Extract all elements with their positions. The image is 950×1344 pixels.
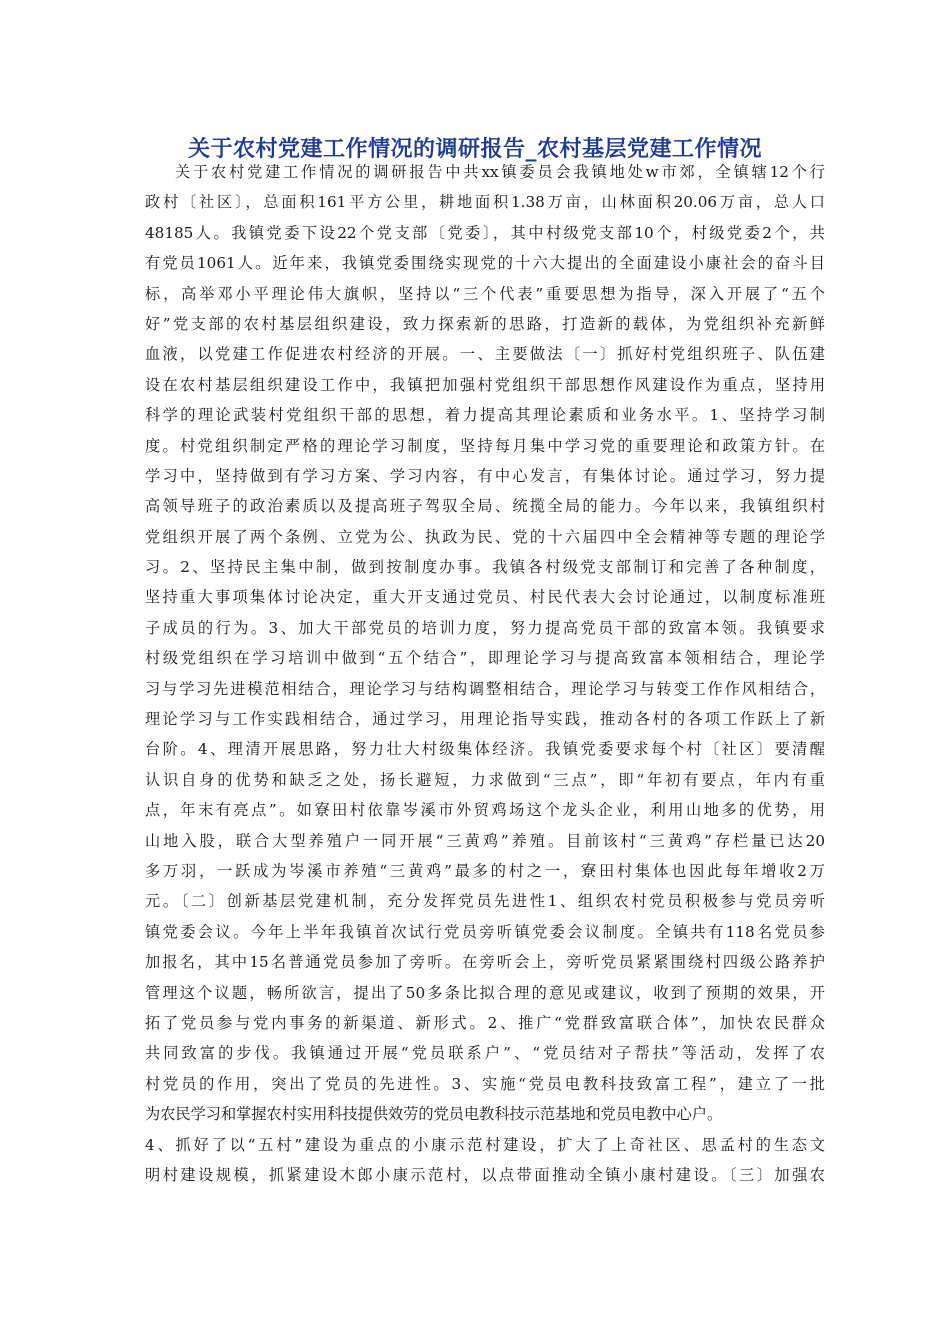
paragraph-line: 村党员的作用，突出了党员的先进性。3、实施“党员电教科技致富工程”，建立了一批 [145,1074,825,1093]
paragraph-line: 关于农村党建工作情况的调研报告中共xx镇委员会我镇地处w市郊，全镇辖12个行 [175,163,825,181]
paragraph-line: 48185人。我镇党委下设22个党支部〔党委〕，其中村级党支部10个，村级党委2个，共 [145,223,825,242]
paragraph-line: 政村〔社区〕，总面积161平方公里，耕地面积1.38万亩，山林面积20.06万亩，总人口 [145,193,825,212]
paragraph-line: 学习中，坚持做到有学习方案、学习内容，有中心发言，有集体讨论。通过学习，努力提 [145,466,825,485]
paragraph-line: 镇党委会议。今年上半年我镇首次试行党员旁听镇党委会议制度。全镇共有118名党员参 [145,922,825,941]
paragraph-line: 标，高举邓小平理论伟大旗帜，坚持以“三个代表”重要思想为指导，深入开展了“五个 [145,284,825,303]
paragraph-line: 山地入股，联合大型养殖户一同开展“三黄鸡”养殖。目前该村“三黄鸡”存栏量已达20 [145,831,825,850]
paragraph-line: 4、抓好了以“五村”建设为重点的小康示范村建设，扩大了上奇社区、思孟村的生态文 [145,1135,825,1154]
paragraph-line: 高领导班子的政治素质以及提高班子驾驭全局、统揽全局的能力。今年以来，我镇组织村 [145,497,825,516]
paragraph-line: 元。〔二〕创新基层党建机制，充分发挥党员先进性1、组织农村党员积极参与党员旁听 [145,892,825,911]
paragraph-line: 有党员1061人。近年来，我镇党委围绕实现党的十六大提出的全面建设小康社会的奋斗目 [145,254,825,273]
paragraph-line: 共同致富的步伐。我镇通过开展“党员联系户”、“党员结对子帮扶”等活动，发挥了农 [145,1044,825,1063]
paragraph-line: 村级党组织在学习培训中做到“五个结合”，即理论学习与提高致富本领相结合，理论学 [145,649,825,668]
paragraph-line: 党组织开展了两个条例、立党为公、执政为民、党的十六届四中全会精神等专题的理论学 [145,527,825,546]
paragraph-line: 设在农村基层组织建设工作中，我镇把加强村党组织干部思想作风建设作为重点，坚持用 [145,375,825,394]
document-title: 关于农村党建工作情况的调研报告_农村基层党建工作情况 [187,137,762,162]
document-body [145,157,825,1190]
paragraph-line: 科学的理论武装村党组织干部的思想，着力提高其理论素质和业务水平。1、坚持学习制 [145,406,825,425]
paragraph-line: 管理这个议题，畅所欲言，提出了50多条比拟合理的意见或建议，收到了预期的效果，开 [145,983,825,1002]
paragraph-line: 坚持重大事项集体讨论决定，重大开支通过党员、村民代表大会讨论通过，以制度标准班 [145,588,825,607]
paragraph-line: 点，年末有亮点”。如寮田村依靠岑溪市外贸鸡场这个龙头企业，利用山地多的优势，用 [145,801,825,820]
paragraph-line: 为农民学习和掌握农村实用科技提供效劳的党员电教科技示范基地和党员电教中心户。 [145,1105,723,1124]
paragraph-line: 明村建设规模，抓紧建设木郎小康示范村，以点带面推动全镇小康村建设。〔三〕加强农 [145,1165,825,1184]
paragraph-line: 认识自身的优势和缺乏之处，扬长避短，力求做到“三点”，即“年初有要点，年内有重 [145,770,825,789]
paragraph-line: 拓了党员参与党内事务的新渠道、新形式。2、推广“党群致富联合体”，加快农民群众 [145,1013,825,1032]
paragraph-line: 习与学习先进模范相结合，理论学习与结构调整相结合，理论学习与转变工作作风相结合， [145,679,825,698]
paragraph-line: 台阶。4、理清开展思路，努力壮大村级集体经济。我镇党委要求每个村〔社区〕要清醒 [145,740,825,759]
paragraph-line: 好”党支部的农村基层组织建设，致力探索新的思路，打造新的载体，为党组织补充新鲜 [145,314,825,333]
paragraph-line: 度。村党组织制定严格的理论学习制度，坚持每月集中学习党的重要理论和政策方针。在 [145,436,825,455]
paragraph-line: 理论学习与工作实践相结合，通过学习，用理论指导实践，推动各村的各项工作跃上了新 [145,710,825,729]
paragraph-line: 子成员的行为。3、加大干部党员的培训力度，努力提高党员干部的致富本领。我镇要求 [145,618,825,637]
paragraph-line: 血液，以党建工作促进农村经济的开展。一、主要做法〔一〕抓好村党组织班子、队伍建 [145,345,825,364]
paragraph-line: 多万羽，一跃成为岑溪市养殖“三黄鸡”最多的村之一，寮田村集体也因此每年增收2万 [145,861,825,880]
paragraph-line: 习。2、坚持民主集中制，做到按制度办事。我镇各村级党支部制订和完善了各种制度， [145,558,825,577]
paragraph-line: 加报名，其中15名普通党员参加了旁听。在旁听会上，旁听党员紧紧围绕村四级公路养护 [145,953,825,972]
